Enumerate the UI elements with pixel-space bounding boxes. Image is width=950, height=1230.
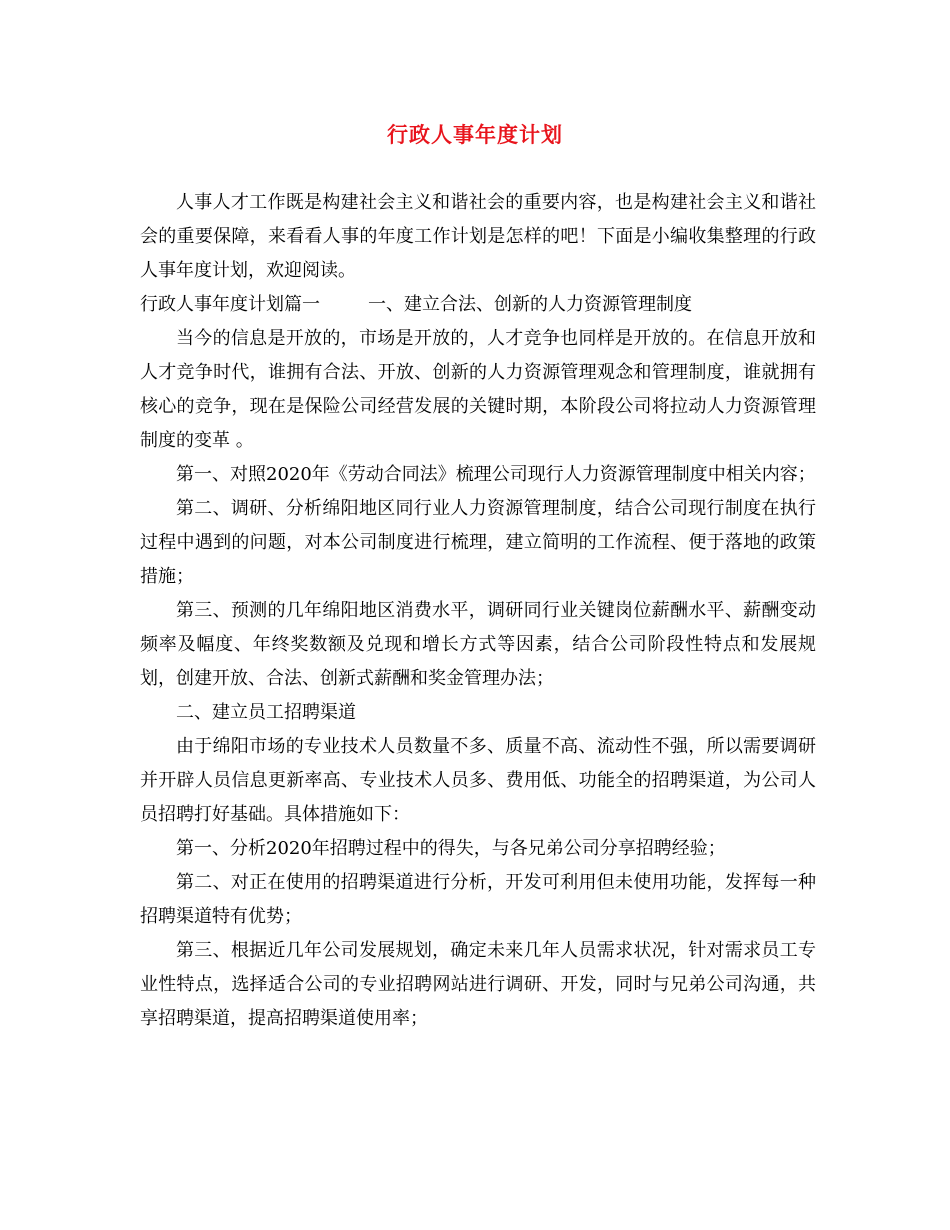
paragraph-item-1: 第一、对照2020年《劳动合同法》梳理公司现行人力资源管理制度中相关内容；: [176, 464, 816, 485]
paragraph-recruit-3: 第三、根据近几年公司发展规划，确定未来几年人员需求状况，针对需求员工专业性特点，选择适合公司的专业招聘网站进行调研、开发，同时与兄弟公司沟通，共享招聘渠道，提高招聘渠道使用率；: [140, 940, 816, 1029]
section-heading-2: 二、建立员工招聘渠道: [176, 702, 356, 723]
document-title: 行政人事年度计划: [387, 122, 563, 147]
section-heading-line: [140, 288, 816, 322]
plan-label: 行政人事年度计划篇一: [140, 294, 320, 315]
intro-paragraph: 人事人才工作既是构建社会主义和谐社会的重要内容，也是构建社会主义和谐社会的重要保障，来看看人事的年度工作计划是怎样的吧！下面是小编收集整理的行政人事年度计划，欢迎阅读。: [140, 192, 816, 281]
paragraph-item-3: 第三、预测的几年绵阳地区消费水平，调研同行业关键岗位薪酬水平、薪酬变动频率及幅度、年终奖数额及兑现和增长方式等因素，结合公司阶段性特点和发展规划，创建开放、合法、创新式薪酬和奖金管理办法；: [140, 600, 816, 689]
paragraph-item-2: 第二、调研、分析绵阳地区同行业人力资源管理制度，结合公司现行制度在执行过程中遇到的问题，对本公司制度进行梳理，建立简明的工作流程、便于落地的政策措施；: [140, 498, 816, 587]
paragraph-recruit-2: 第二、对正在使用的招聘渠道进行分析，开发可利用但未使用功能，发挥每一种招聘渠道特有优势；: [140, 872, 816, 927]
paragraph-open-info: 当今的信息是开放的，市场是开放的，人才竞争也同样是开放的。在信息开放和人才竞争时代，谁拥有合法、开放、创新的人力资源管理观念和管理制度，谁就拥有核心的竞争，现在是保险公司经营发展的关键时期，本阶段公司将拉动人力资源管理制度的变革 。: [140, 328, 816, 451]
paragraph-recruit-1: 第一、分析2020年招聘过程中的得失，与各兄弟公司分享招聘经验；: [176, 838, 726, 859]
document-body: [140, 186, 816, 1036]
section-heading-1: 一、建立合法、创新的人力资源管理制度: [368, 294, 692, 315]
paragraph-recruit-intro: 由于绵阳市场的专业技术人员数量不多、质量不高、流动性不强，所以需要调研并开辟人员信息更新率高、专业技术人员多、费用低、功能全的招聘渠道，为公司人员招聘打好基础。具体措施如下：: [140, 736, 816, 825]
